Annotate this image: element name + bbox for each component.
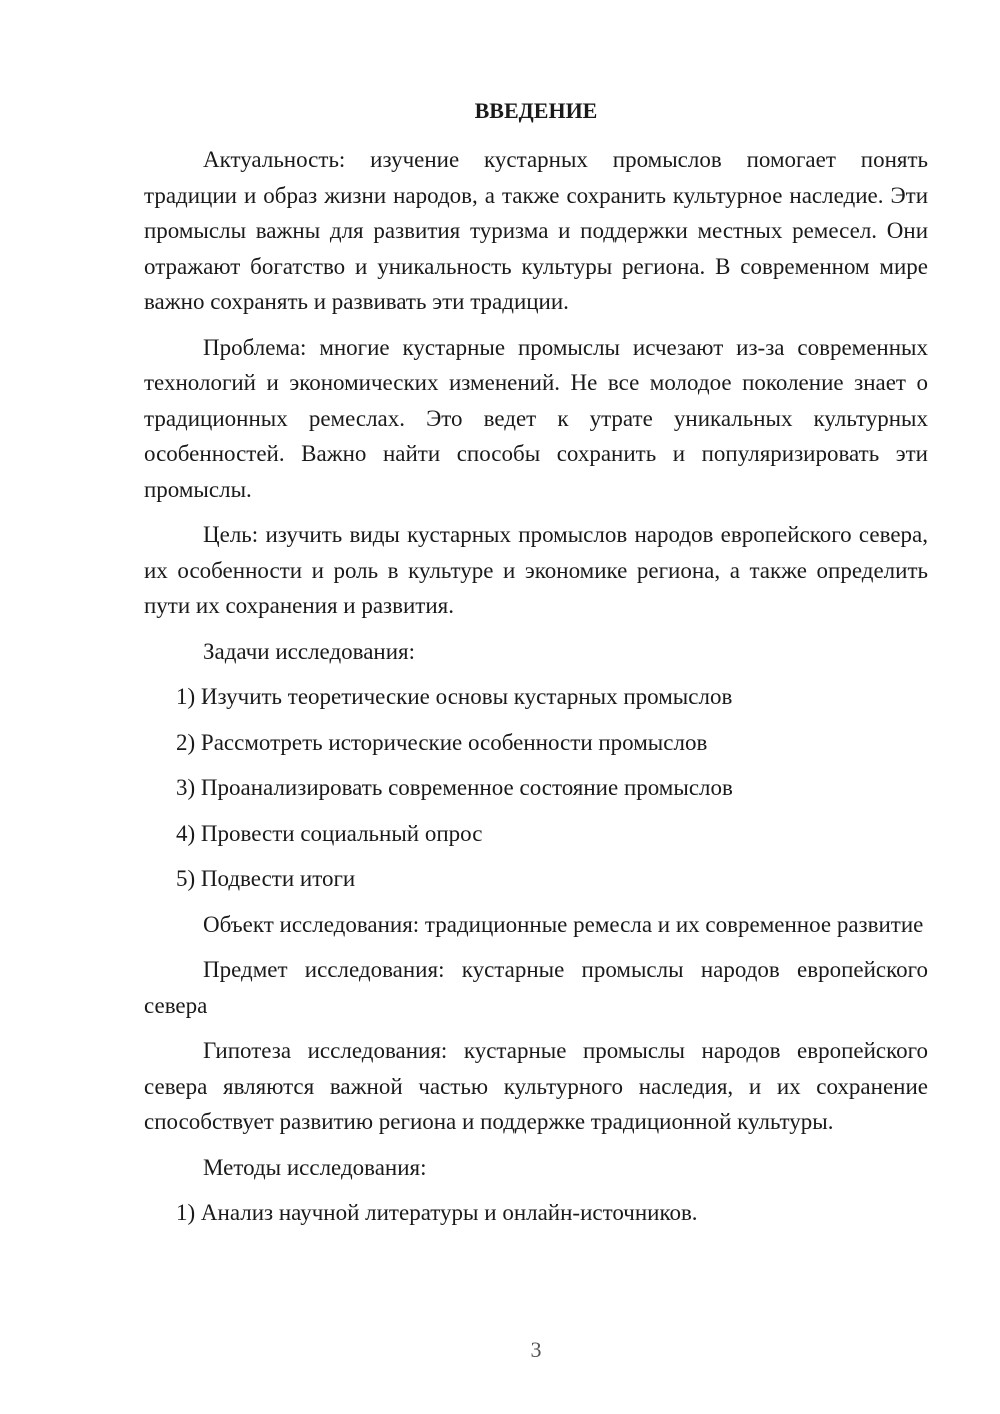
document-page <box>144 0 928 1414</box>
page-title: ВВЕДЕНИЕ <box>474 98 598 123</box>
task-item: 5) Подвести итоги <box>176 866 356 891</box>
task-item: 1) Изучить теоретические основы кустарных промыслов <box>176 684 733 709</box>
document-body <box>144 142 928 1241</box>
task-item: 3) Проанализировать современное состояние промыслов <box>176 775 733 800</box>
hypothesis-paragraph: Гипотеза исследования: кустарные промыслы народов европейского севера являются важной частью культурного наследия, и их сохранение способствует развитию региона и поддержке традиционной культуры. <box>144 1038 928 1134</box>
object-paragraph: Объект исследования: традиционные ремесла и их современное развитие <box>203 911 924 937</box>
goal-paragraph: Цель: изучить виды кустарных промыслов народов европейского севера, их особенности и роль в культуре и экономике региона, а также определить пути их сохранения и развития. <box>144 522 928 618</box>
tasks-heading: Задачи исследования: <box>203 638 416 664</box>
task-item: 4) Провести социальный опрос <box>176 820 483 846</box>
page-number: 3 <box>530 1337 542 1362</box>
method-item: 1) Анализ научной литературы и онлайн-источников. <box>176 1200 698 1225</box>
methods-list <box>144 1195 928 1231</box>
tasks-list <box>144 679 928 897</box>
methods-heading: Методы исследования: <box>203 1154 427 1180</box>
subject-paragraph: Предмет исследования: кустарные промыслы народов европейского севера <box>144 957 928 1018</box>
relevance-paragraph: Актуальность: изучение кустарных промыслов помогает понять традиции и образ жизни народов, а также сохранить культурное наследие. Эти промыслы важны для развития туризма и поддержки местных ремесел. Они отражают богатство и уникальность культуры региона. В современном мире важно сохранять и развивать эти традиции. <box>144 147 928 314</box>
problem-paragraph: Проблема: многие кустарные промыслы исчезают из-за современных технологий и экономических изменений. Не все молодое поколение знает о традиционных ремеслах. Это ведет к утрате уникальных культурных особенностей. Важно найти способы сохранить и популяризировать эти промыслы. <box>144 334 928 502</box>
task-item: 2) Рассмотреть исторические особенности промыслов <box>176 729 708 755</box>
